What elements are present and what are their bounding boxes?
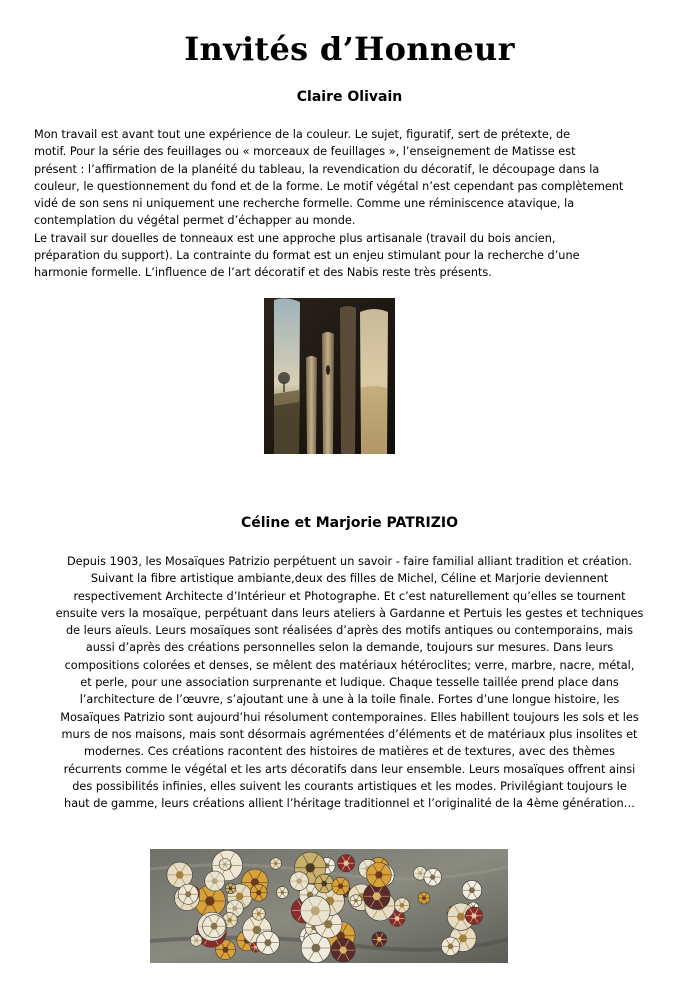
mosaic-flower-center	[274, 862, 277, 865]
text-line: haut de gamme, leurs créations allient l’héritage traditionnel et l’originalité de la 4ème génération…	[64, 797, 635, 811]
mosaic-flower-center	[311, 906, 320, 915]
mosaic-flower-center	[211, 923, 218, 930]
text-line: vidé de son sens ni uniquement une recherche formelle. Comme une réminiscence atavique, la	[34, 197, 575, 211]
section-heading-patrizio: Céline et Marjorie PATRIZIO	[240, 515, 459, 531]
mosaic-flower-center	[194, 939, 198, 943]
text-line: de leurs aïeuls. Leurs mosaïques sont réalisées d’après des motifs antiques ou contemporains, mais	[65, 624, 634, 638]
mosaic-flower-center	[253, 926, 262, 935]
mosaic-flower-center	[469, 887, 475, 893]
mosaic-flower-center	[338, 884, 343, 889]
mosaic-flower-center	[223, 863, 227, 867]
mosaic-flower-center	[448, 944, 454, 950]
section-text-patrizio	[20, 553, 679, 812]
mosaic-flower-center	[457, 913, 465, 921]
section-text-claire-olivain	[34, 126, 674, 282]
mosaic-flower-center	[185, 891, 191, 897]
mosaic-flower-center	[281, 891, 285, 895]
text-line: contemplation du végétal permet d’échapper au monde.	[34, 214, 356, 228]
page-title: Invités d’Honneur	[184, 30, 515, 68]
artwork-barrel-staves-image	[264, 298, 395, 454]
mosaic-flower-center	[321, 881, 327, 887]
text-line: Mon travail est avant tout une expérience de la couleur. Le sujet, figuratif, sert de prétexte, de	[34, 128, 571, 141]
text-line: récurrents comme le végétal et les arts décoratifs dans leur ensemble. Leurs mosaïques offrent ainsi	[63, 762, 636, 776]
mosaic-flower-center	[257, 912, 261, 916]
text-line: des possibilités infinies, elles suivent les courants artistiques et les modes. Privilégiant toujours le	[72, 779, 627, 793]
mosaic-flower-center	[232, 906, 237, 911]
mosaic-flower-center	[373, 892, 381, 900]
artwork-mosaic-image	[150, 849, 508, 963]
text-line: l’architecture de l’œuvre, s’ajoutant une à une à la toile finale. Fortes d’une longue histoire, les	[79, 693, 620, 707]
mosaic-flower-center	[340, 947, 347, 954]
mosaic-flower-center	[212, 878, 218, 884]
section-heading-claire-olivain: Claire Olivain	[296, 89, 403, 105]
text-line: murs de nos maisons, mais sont désormais agrémentées d’éléments et de matériaux plus insolites et	[61, 727, 638, 741]
mosaic-illustration	[150, 849, 508, 963]
mosaic-flower-center	[395, 916, 400, 921]
text-line: préparation du support). La contrainte du format est un enjeu stimulant pour la recherche d’une	[34, 249, 580, 263]
mosaic-flower-center	[375, 871, 382, 878]
text-line: modernes. Ces créations racontent des histoires de matières et de textures, avec des thèmes	[84, 745, 615, 759]
mosaic-flower-center	[312, 944, 321, 953]
text-line: harmonie formelle. L’influence de l’art décoratif et des Nabis reste très présents.	[34, 266, 492, 280]
mosaic-flower-center	[256, 890, 261, 895]
mosaic-flower-center	[264, 939, 271, 946]
text-line: Depuis 1903, les Mosaïques Patrizio perpétuent un savoir - faire familial alliant tradition et création.	[66, 555, 633, 568]
mosaic-flower-center	[176, 871, 184, 879]
mosaic-flower-center	[236, 893, 244, 901]
mosaic-flower-center	[306, 863, 315, 872]
mosaic-flower-center	[296, 878, 302, 884]
text-line: motif. Pour la série des feuillages ou « morceaux de feuillages », l’enseignement de Matisse est	[34, 145, 576, 159]
text-line: ensuite vers la mosaïque, perpétuant dans leurs ateliers à Gardanne et Pertuis les gestes et techniques	[55, 606, 644, 620]
mosaic-flower-center	[400, 903, 405, 908]
mosaic-flower-center	[229, 887, 232, 890]
text-line: présent : l’affirmation de la planéité du tableau, la revendication du décoratif, le découpage dans la	[34, 162, 600, 176]
barrel-staves-illustration	[264, 298, 395, 454]
mosaic-flower-center	[205, 896, 214, 905]
text-line: respectivement Architecte d’Intérieur et Photographe. Et c’est naturellement qu’elles se tournent	[73, 589, 626, 603]
text-line: compositions colorées et denses, se mêlent des matériaux hétéroclites; verre, marbre, nacre, métal,	[64, 658, 635, 672]
mosaic-flower-center	[377, 937, 382, 942]
mosaic-flower-center	[430, 875, 435, 880]
mosaic-flower-center	[471, 913, 476, 918]
text-line: aussi d’après des créations personnelles selon la demande, toujours sur mesures. Dans leurs	[85, 641, 614, 655]
text-line: Mosaïques Patrizio sont aujourd’hui résolument contemporaines. Elles habillent toujours les sols et les	[60, 710, 639, 724]
text-line: Suivant la fibre artistique ambiante,deux des filles de Michel, Céline et Marjorie deviennent	[90, 572, 609, 586]
text-line: couleur, le questionnement du fond et de la forme. Le motif végétal n’est cependant pas complètement	[34, 179, 624, 193]
text-line: et perle, pour une association surprenante et ludique. Chaque tesselle taillée prend place dans	[80, 676, 619, 690]
mosaic-flower-center	[418, 871, 422, 875]
mosaic-flower-center	[344, 861, 349, 866]
mosaic-flower-center	[227, 918, 232, 923]
mosaic-flower-center	[422, 896, 426, 900]
mosaic-flower-center	[459, 934, 467, 942]
mosaic-flower-center	[354, 899, 358, 903]
text-line: Le travail sur douelles de tonneaux est une approche plus artisanale (travail du bois ancien,	[34, 231, 556, 245]
mosaic-flower-center	[223, 947, 229, 953]
